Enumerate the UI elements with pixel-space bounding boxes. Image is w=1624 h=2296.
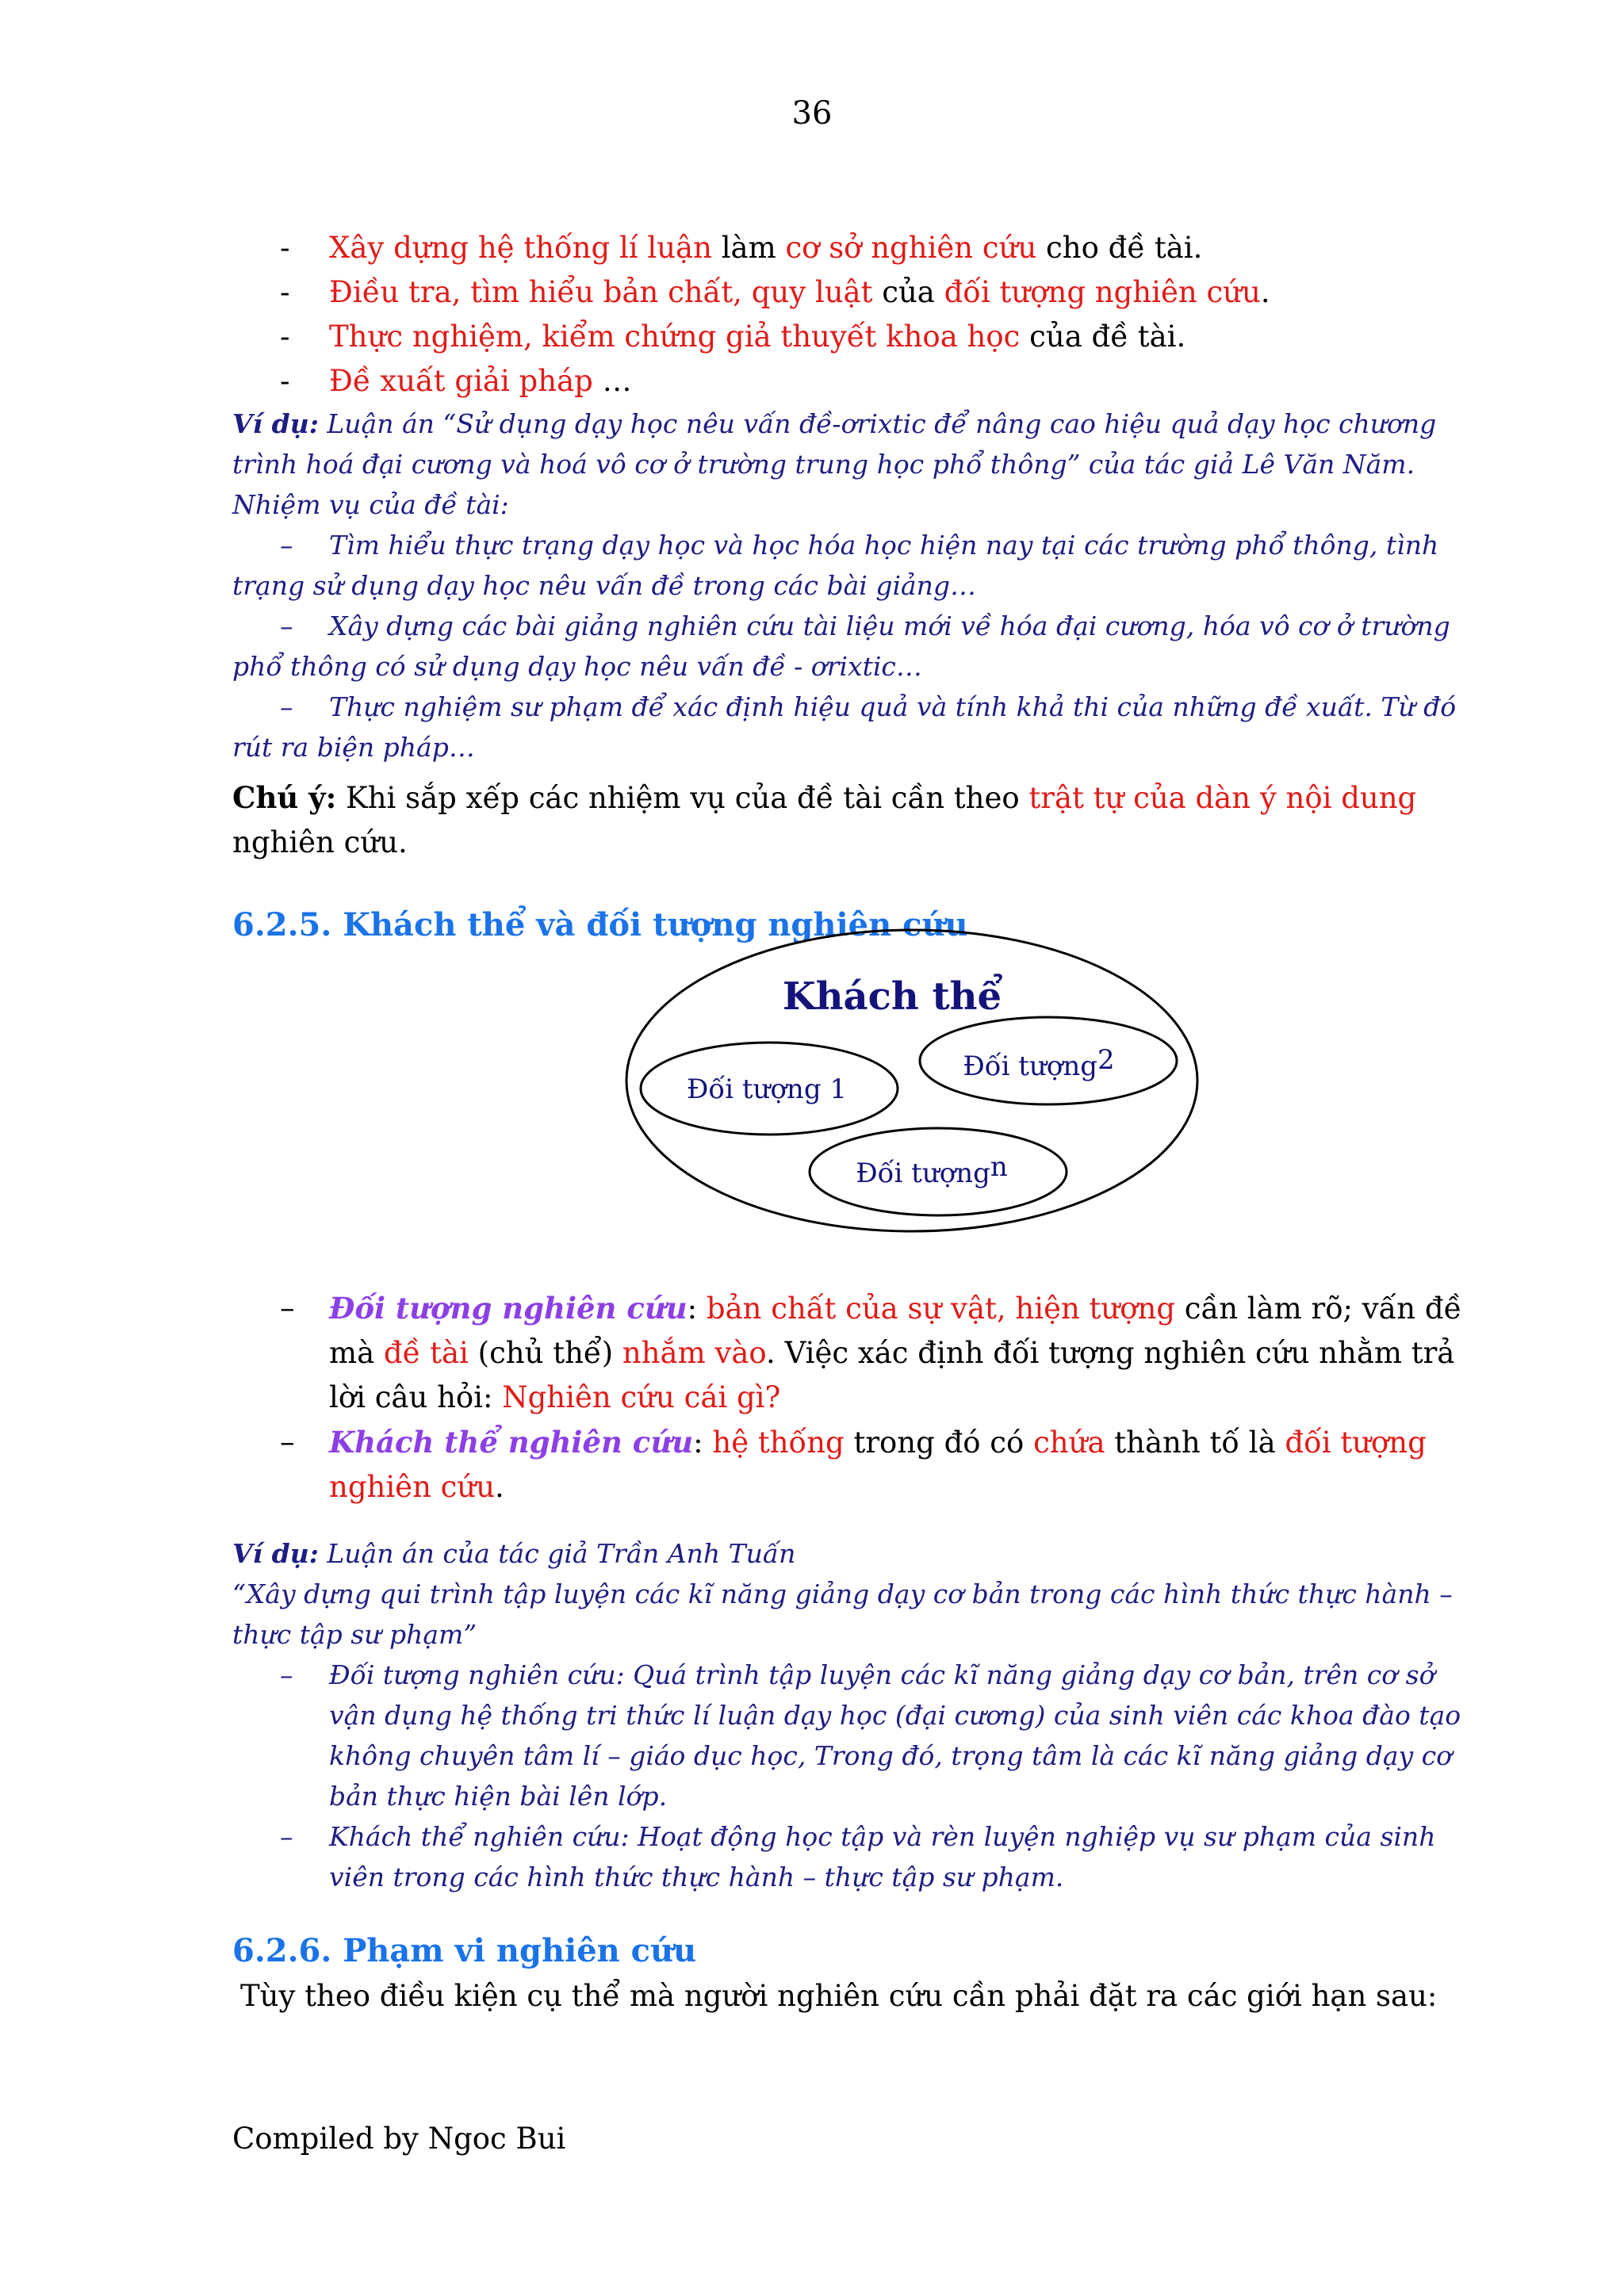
section-heading-625: 6.2.5. Khách thể và đối tượng nghiên cứu xyxy=(232,906,968,943)
section-heading-626: 6.2.6. Phạm vi nghiên cứu xyxy=(232,1932,697,1969)
example-2-intro: Ví dụ: Luận án của tác giả Trần Anh Tuấn xyxy=(232,1538,796,1569)
khach-the-label: Khách thể xyxy=(782,974,1002,1019)
example-2-title: “Xây dựng qui trình tập luyện các kĩ năng giảng dạy cơ bản trong các hình thức thực hành – thực tập sư phạm” xyxy=(232,1578,1453,1650)
example-2-item: – Đối tượng nghiên cứu: Quá trình tập luyện các kĩ năng giảng dạy cơ bản, trên cơ sở vận dụng hệ thống tri thức lí luận dạy học (đại cương) của sinh viên các khoa đào tạo không chuyên tâm lí – giáo dục học, Trong đó, trọng tâm là các kĩ năng giảng dạy cơ bản thực hiện bài lên lớp. xyxy=(280,1659,1461,1812)
task-item: - Thực nghiệm, kiểm chứng giả thuyết khoa học của đề tài. xyxy=(280,320,1186,354)
page-number: 36 xyxy=(791,95,833,132)
definition-subject: – Khách thể nghiên cứu: hệ thống trong đó có chứa thành tố là đối tượng nghiên cứu. xyxy=(280,1425,1427,1504)
example-2-item: – Khách thể nghiên cứu: Hoạt động học tập và rèn luyện nghiệp vụ sư phạm của sinh viên trong các hình thức thực hành – thực tập sư phạm. xyxy=(280,1821,1436,1892)
object-2-label: Đối tượng2 xyxy=(963,1044,1115,1082)
example-1-intro: Ví dụ: Luận án “Sử dụng dạy học nêu vấn đề-ơrixtic để nâng cao hiệu quả dạy học chương trình hoá đại cương và hoá vô cơ ở trường trung học phổ thông” của tác giả Lê Văn Năm. xyxy=(232,408,1437,480)
task-list xyxy=(232,226,1469,404)
example-1-tasks-label: Nhiệm vụ của đề tài: xyxy=(232,489,509,520)
example-1 xyxy=(232,404,1469,767)
example-2-list xyxy=(232,1655,1469,1897)
object-n-label: Đối tượngn xyxy=(856,1151,1008,1189)
task-item: - Xây dựng hệ thống lí luận làm cơ sở nghiên cứu cho đề tài. xyxy=(280,231,1203,265)
example-2 xyxy=(232,1533,1469,1897)
example-1-item: – Xây dựng các bài giảng nghiên cứu tài liệu mới về hóa đại cương, hóa vô cơ ở trường phổ thông có sử dụng dạy học nêu vấn đề - ơrixtic… xyxy=(232,610,1450,682)
page-content xyxy=(232,226,1469,943)
definitions-block xyxy=(232,1286,1469,2019)
definition-object: – Đối tượng nghiên cứu: bản chất của sự vật, hiện tượng cần làm rõ; vấn đề mà đề tài (chủ thể) nhắm vào. Việc xác định đối tượng nghiên cứu nhằm trả lời câu hỏi: Nghiên cứu cái gì? xyxy=(280,1291,1462,1414)
footer: Compiled by Ngoc Bui xyxy=(232,2122,566,2156)
object-1-label: Đối tượng 1 xyxy=(686,1073,848,1105)
task-item: - Điều tra, tìm hiểu bản chất, quy luật của đối tượng nghiên cứu. xyxy=(280,275,1270,309)
example-1-item: – Thực nghiệm sư phạm để xác định hiệu quả và tính khả thi của những đề xuất. Từ đó rút ra biện pháp… xyxy=(232,691,1457,763)
example-1-item: – Tìm hiểu thực trạng dạy học và học hóa học hiện nay tại các trường phổ thông, tình trạng sử dụng dạy học nêu vấn đề trong các bài giảng… xyxy=(232,530,1439,601)
scope-text: Tùy theo điều kiện cụ thể mà người nghiên cứu cần phải đặt ra các giới hạn sau: xyxy=(240,1979,1438,2013)
task-item: - Đề xuất giải pháp … xyxy=(280,364,632,398)
note: Chú ý: Khi sắp xếp các nhiệm vụ của đề tài cần theo trật tự của dàn ý nội dung nghiên cứu. xyxy=(232,780,1417,859)
object-subject-diagram xyxy=(619,926,1205,1259)
